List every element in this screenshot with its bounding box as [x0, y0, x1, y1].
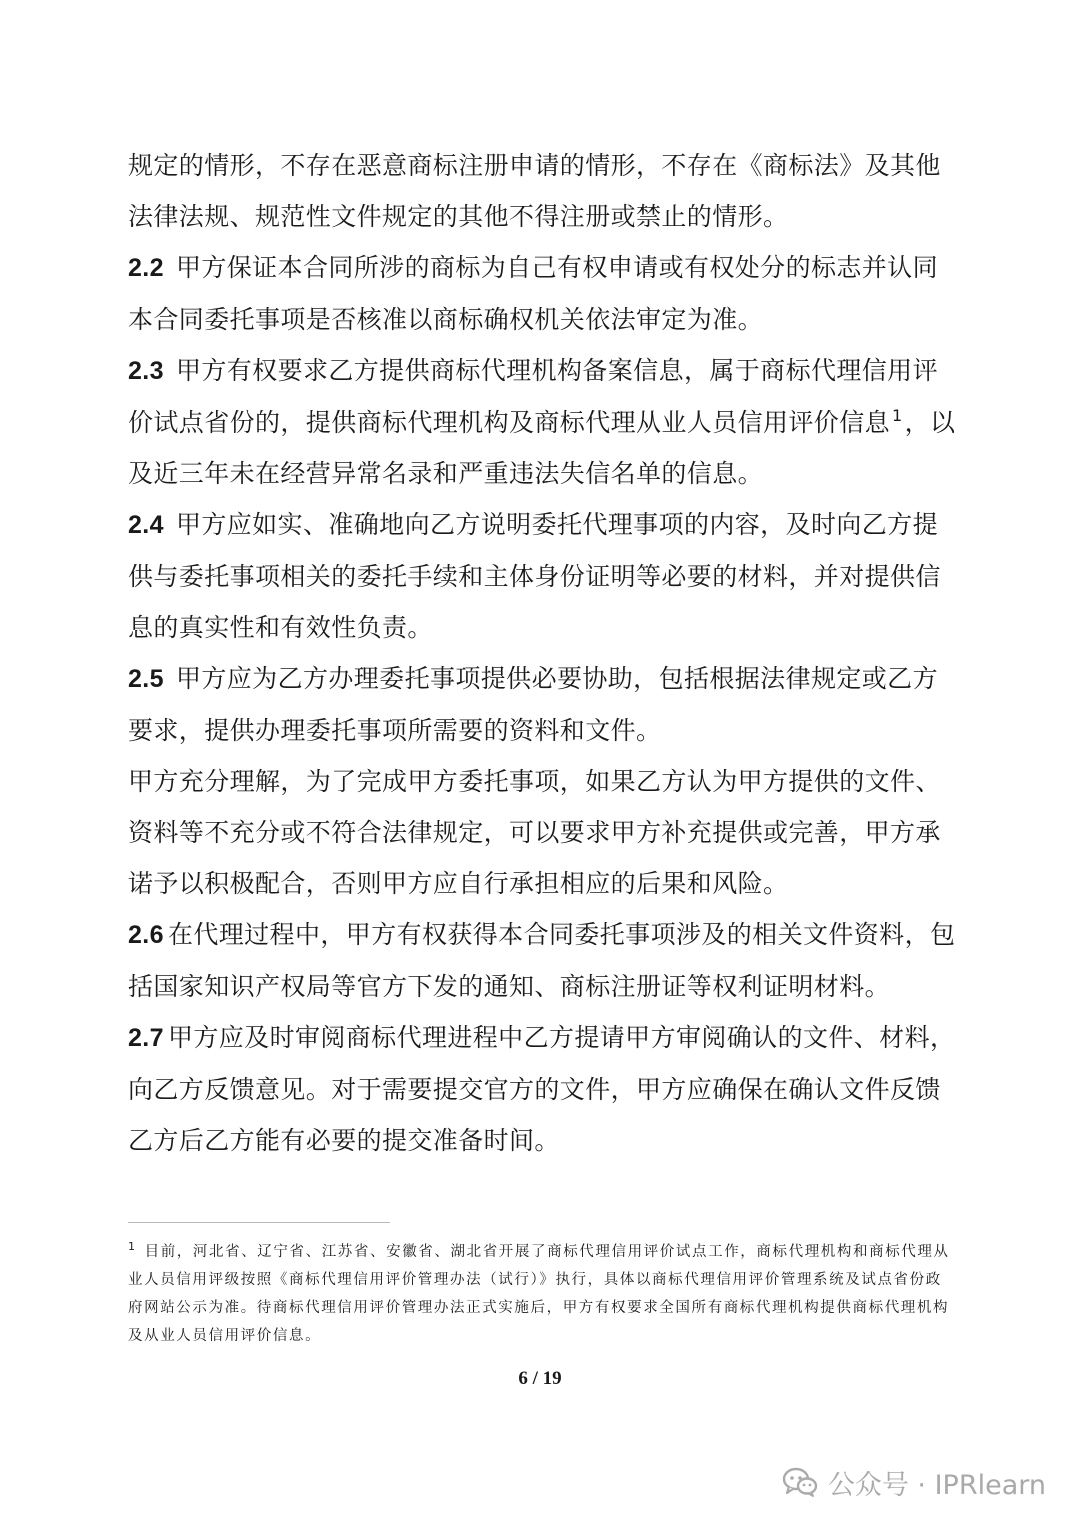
clause-text: 在代理过程中，甲方有权获得本合同委托事项涉及的相关文件资料，包括国家知识产权局等官方下发的通知、商标注册证等权利证明材料。 [128, 920, 956, 1001]
clause-number: 2.7 [128, 1024, 164, 1052]
clause-number: 2.5 [128, 665, 164, 693]
wechat-icon [782, 1466, 818, 1498]
clause-2-5-supplement [128, 756, 958, 909]
contract-body [128, 140, 958, 1166]
footnote-text: 目前，河北省、辽宁省、江苏省、安徽省、湖北省开展了商标代理信用评价试点工作，商标代理机构和商标代理从业人员信用评级按照《商标代理信用评价管理办法（试行）》执行，具体以商标代理信用评价管理系统及试点省份政府网站公示为准。待商标代理信用评价管理办法正式实施后，甲方有权要求全国所有商标代理机构提供商标代理机构及从业人员信用评价信息。 [128, 1244, 950, 1344]
paragraph-text: 规定的情形，不存在恶意商标注册申请的情形，不存在《商标法》及其他法律法规、规范性文件规定的其他不得注册或禁止的情形。 [128, 151, 941, 231]
clause-number: 2.3 [128, 357, 164, 385]
clause-text: 甲方应如实、准确地向乙方说明委托代理事项的内容，及时向乙方提供与委托事项相关的委托手续和主体身份证明等必要的材料，并对提供信息的真实性和有效性负责。 [128, 510, 941, 642]
clause-number: 2.4 [128, 511, 164, 539]
clause-number: 2.6 [128, 921, 164, 949]
clause-text: 甲方应及时审阅商标代理进程中乙方提请甲方审阅确认的文件、材料，向乙方反馈意见。对于需要提交官方的文件，甲方应确保在确认文件反馈乙方后乙方能有必要的提交准备时间。 [128, 1023, 956, 1155]
clause-text: 甲方有权要求乙方提供商标代理机构备案信息，属于商标代理信用评价试点省份的，提供商标代理机构及商标代理从业人员信用评价信息 [128, 356, 938, 437]
clause-text: 甲方应为乙方办理委托事项提供必要协助，包括根据法律规定或乙方要求，提供办理委托事项所需要的资料和文件。 [128, 664, 938, 745]
clause-2-2 [128, 242, 958, 345]
footnote-reference[interactable]: 1 [892, 406, 903, 425]
page-number: 6 / 19 [518, 1368, 562, 1389]
watermark [782, 1462, 1046, 1502]
paragraph-text: 甲方充分理解，为了完成甲方委托事项，如果乙方认为甲方提供的文件、资料等不充分或不符合法律规定，可以要求甲方补充提供或完善，甲方承诺予以积极配合，否则甲方应自行承担相应的后果和风险。 [128, 767, 941, 898]
footnote-marker: 1 [128, 1240, 137, 1253]
clause-number: 2.2 [128, 254, 164, 282]
clause-2-4 [128, 499, 958, 653]
clause-2-3 [128, 345, 958, 499]
clause-2-6 [128, 909, 958, 1012]
clause-2-7 [128, 1012, 958, 1166]
clause-text-continued: ，以及近三年未在经营异常名录和严重违法失信名单的信息。 [128, 408, 956, 488]
watermark-text: 公众号 · IPRlearn [827, 1469, 1046, 1501]
paragraph-continuation [128, 140, 958, 242]
clause-2-5 [128, 653, 958, 756]
footnote-divider [128, 1222, 390, 1223]
footnote [128, 1238, 954, 1350]
clause-text: 甲方保证本合同所涉的商标为自己有权申请或有权处分的标志并认同本合同委托事项是否核准以商标确权机关依法审定为准。 [128, 253, 938, 334]
